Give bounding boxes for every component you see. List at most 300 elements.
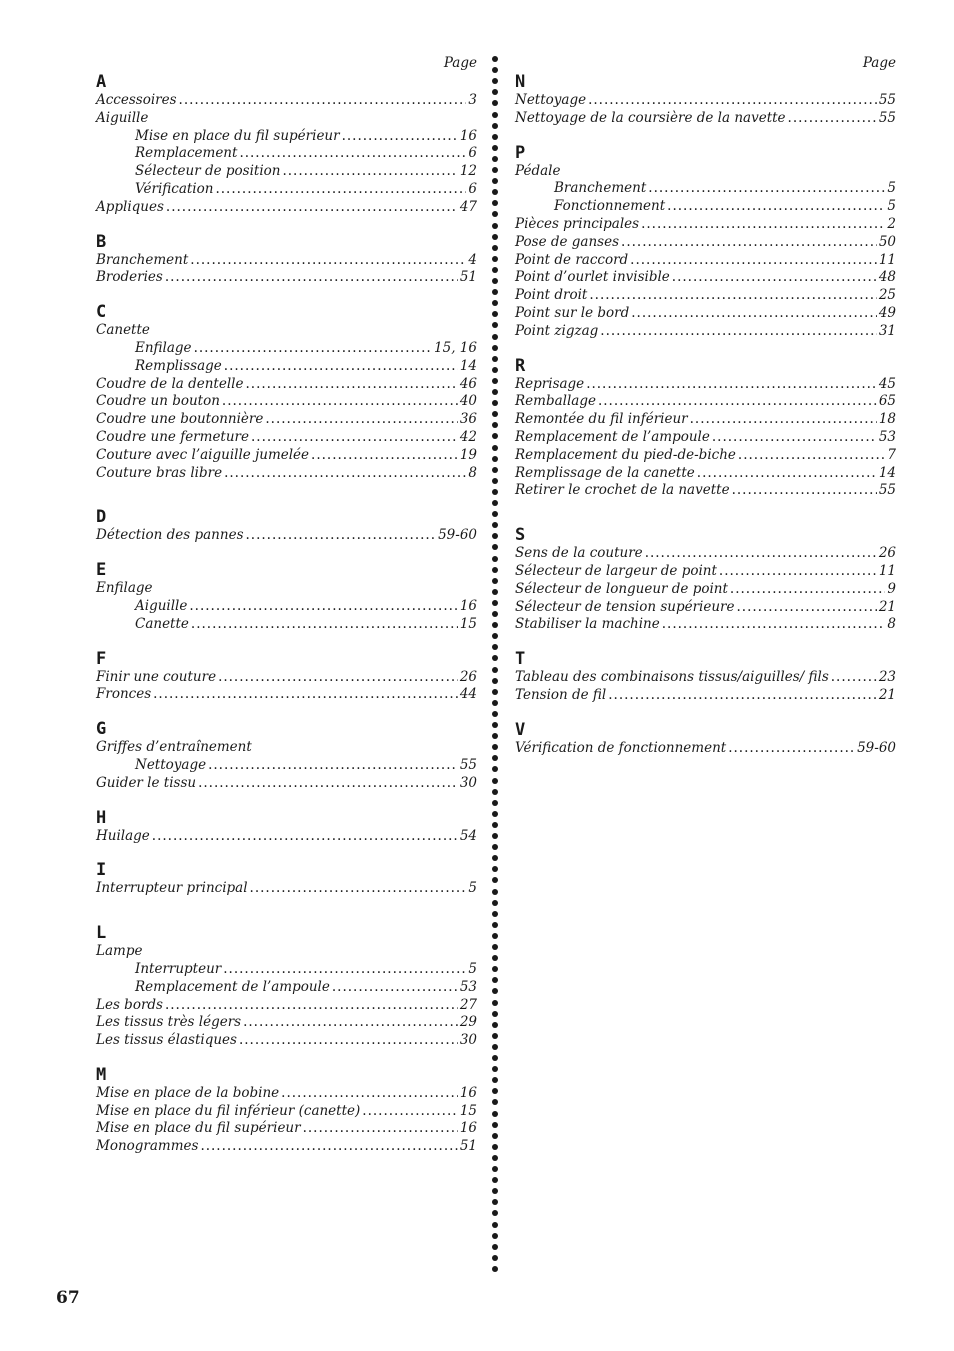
entry-page: 25 [878,287,896,304]
dot-leader [589,287,876,305]
entry-page: 14 [459,357,477,374]
divider-dot [492,411,498,417]
entry-page: 26 [459,668,477,685]
section-letter: R [515,355,526,376]
index-section [96,507,477,545]
section-letter: B [96,231,107,252]
entry-label: Sens de la couture [515,545,643,562]
dot-leader [224,465,466,483]
divider-dot [492,1122,498,1128]
divider-dot [492,944,498,950]
dot-leader [332,979,458,997]
index-entry [515,323,896,341]
entry-label: Sélecteur de longueur de point [515,580,728,597]
index-entry [515,163,896,181]
divider-dot [492,178,498,184]
divider-dot [492,1266,498,1272]
index-entry [515,305,896,323]
divider-dot [492,778,498,784]
index-section [96,860,477,898]
divider-dot [492,1244,498,1250]
divider-dot [492,866,498,872]
dot-leader [239,1032,458,1050]
dot-leader [630,252,877,270]
dot-leader [831,669,877,687]
dot-leader [712,429,877,447]
divider-dot [492,678,498,684]
entry-label: Mise en place du fil inférieur (canette) [96,1102,361,1119]
divider-dot [492,1111,498,1117]
entry-label: Monogrammes [96,1138,199,1155]
entry-label: Interrupteur principal [96,880,248,897]
divider-dot [492,345,498,351]
divider-dot [492,467,498,473]
dot-leader [719,563,877,581]
index-entry [96,1120,477,1138]
divider-dot [492,644,498,650]
dot-leader [672,269,877,287]
divider-dot [492,1233,498,1239]
entry-page: 9 [887,580,896,597]
divider-dot [492,167,498,173]
entry-page: 47 [459,198,477,215]
dot-leader [667,198,885,216]
divider-dot [492,1177,498,1183]
index-subentry [96,961,477,979]
divider-dot [492,844,498,850]
divider-dot [492,544,498,550]
index-entry [96,92,477,110]
dotted-divider [489,56,501,1286]
dot-leader [730,581,885,599]
entry-page: 49 [878,304,896,321]
entry-page: 21 [878,598,896,615]
index-section [96,923,477,1050]
divider-dot [492,522,498,528]
divider-dot [492,755,498,761]
entry-page: 59-60 [438,527,477,544]
entry-label: Vérification de fonctionnement [515,739,727,756]
dot-leader [153,686,458,704]
section-letter: M [96,1064,107,1085]
index-entry [515,545,896,563]
index-section [515,143,896,341]
dot-leader [690,411,877,429]
divider-dot [492,889,498,895]
divider-dot [492,112,498,118]
index-entry [515,252,896,270]
section-letter: E [96,560,107,581]
divider-dot [492,556,498,562]
divider-dot [492,533,498,539]
entry-label: Mise en place du fil supérieur [135,127,340,144]
divider-dot [492,722,498,728]
index-entry [515,465,896,483]
index-entry [96,1138,477,1156]
dot-leader [166,199,458,217]
divider-dot [492,478,498,484]
dot-leader [191,616,458,634]
dot-leader [265,411,457,429]
index-entry [515,393,896,411]
divider-dot [492,89,498,95]
entry-page: 5 [887,180,896,197]
entry-page: 30 [459,774,477,791]
entry-page: 6 [468,180,477,197]
entry-label: Remplacement [135,145,238,162]
dot-leader [208,757,458,775]
entry-label: Sélecteur de tension supérieure [515,598,735,615]
index-entry [96,411,477,429]
entry-page: 12 [459,163,477,180]
divider-dot [492,1055,498,1061]
entry-page: 54 [459,827,477,844]
divider-dot [492,1133,498,1139]
divider-dot [492,1222,498,1228]
divider-dot [492,955,498,961]
entry-page: 55 [878,92,896,108]
entry-page: 31 [878,322,896,339]
index-entry [96,739,477,757]
index-subentry [96,757,477,775]
divider-dot [492,766,498,772]
divider-dot [492,1088,498,1094]
section-letter: V [515,719,526,740]
index-subentry [96,340,477,358]
divider-dot [492,500,498,506]
entry-page: 36 [459,411,477,428]
index-subentry [515,198,896,216]
index-entry [96,110,477,128]
divider-dot [492,300,498,306]
divider-dot [492,822,498,828]
index-entry [515,447,896,465]
index-entry [96,1032,477,1050]
dot-leader [311,447,458,465]
dot-leader [250,880,467,898]
index-entry [515,411,896,429]
dot-leader [245,376,457,394]
dot-leader [697,465,877,483]
entry-page: 3 [468,92,477,108]
dot-leader [645,545,877,563]
divider-dot [492,1022,498,1028]
entry-label: Nettoyage [515,92,587,108]
entry-page: 27 [459,996,477,1013]
entry-label: Détection des pannes [96,527,244,544]
divider-dot [492,700,498,706]
dot-leader [194,340,432,358]
dot-leader [281,1085,458,1103]
entry-page: 2 [887,215,896,232]
entry-label: Remontée du fil inférieur [515,411,688,428]
divider-dot [492,633,498,639]
dot-leader [222,393,458,411]
divider-dot [492,511,498,517]
index-entry [96,465,477,483]
index-entry [515,92,896,110]
index-sections-right [515,72,896,758]
index-section [515,649,896,705]
entry-page: 50 [878,233,896,250]
section-letter: F [96,648,107,669]
index-entry [515,234,896,252]
divider-dot [492,234,498,240]
entry-page: 65 [878,393,896,410]
divider-dot [492,289,498,295]
entry-label: Les tissus élastiques [96,1032,237,1049]
divider-dot [492,256,498,262]
section-letter: H [96,807,107,828]
index-entry [96,322,477,340]
divider-dot [492,966,498,972]
entry-page: 55 [878,109,896,126]
entry-page: 23 [878,669,896,686]
dot-leader [246,527,437,545]
divider-dot [492,189,498,195]
index-section [96,719,477,792]
entry-page: 55 [878,482,896,499]
entry-label: Branchement [554,180,647,197]
section-letter: T [515,649,526,670]
divider-dot [492,622,498,628]
entry-page: 53 [878,428,896,445]
entry-label: Pose de ganses [515,233,620,250]
index-subentry [96,358,477,376]
index-entry [96,1014,477,1032]
entry-page: 5 [468,880,477,897]
divider-dot [492,322,498,328]
index-entry [96,447,477,465]
section-letter: D [96,507,107,528]
entry-label: Finir une couture [96,668,217,685]
divider-dot [492,988,498,994]
divider-dot [492,877,498,883]
divider-dot [492,123,498,129]
divider-dot [492,1099,498,1105]
dot-leader [243,1014,458,1032]
index-section [96,232,477,288]
section-letter: A [96,72,107,92]
dot-leader [738,447,886,465]
index-entry [96,199,477,217]
entry-page: 4 [468,251,477,268]
index-entry [515,216,896,234]
index-entry [515,376,896,394]
dot-leader [303,1120,458,1138]
divider-dot [492,1077,498,1083]
divider-dot [492,56,498,62]
divider-dot [492,145,498,151]
divider-dot [492,1199,498,1205]
dot-leader [608,687,877,705]
divider-dot [492,567,498,573]
dot-leader [648,180,885,198]
dot-leader [251,429,458,447]
divider-dot [492,422,498,428]
entry-label: Point sur le bord [515,304,630,321]
divider-dot [492,267,498,273]
divider-dot [492,1188,498,1194]
entry-label: Coudre de la dentelle [96,375,244,392]
entry-label: Pièces principales [515,215,640,232]
index-entry [515,616,896,634]
index-entry [515,581,896,599]
section-letter: I [96,860,107,881]
index-subentry [96,163,477,181]
entry-page: 8 [468,464,477,481]
dot-leader [586,376,877,394]
divider-dot [492,1000,498,1006]
entry-label: Remballage [515,393,596,410]
entry-label: Nettoyage [135,756,207,773]
entry-label: Enfilage [96,580,153,597]
divider-dot [492,245,498,251]
entry-page: 11 [878,251,896,268]
divider-dot [492,1066,498,1072]
entry-page: 53 [459,978,477,995]
index-subentry [96,181,477,199]
index-entry [96,269,477,287]
entry-label: Griffes d’entraînement [96,739,252,756]
index-entry [515,687,896,705]
entry-page: 16 [459,597,477,614]
entry-label: Aiguille [96,109,149,126]
entry-page: 14 [878,464,896,481]
index-section [515,356,896,501]
divider-dot [492,911,498,917]
index-entry [515,482,896,500]
entry-page: 16 [459,1120,477,1137]
dot-leader [662,616,886,634]
divider-dot [492,334,498,340]
section-letter: G [96,719,107,740]
entry-page: 51 [459,1138,477,1155]
index-section [96,649,477,705]
entry-page: 19 [459,446,477,463]
entry-label: Tableau des combinaisons tissus/aiguilles/ fils [515,669,829,686]
index-entry [96,997,477,1015]
entry-label: Canette [96,322,150,339]
page-column-label: Page [862,55,896,71]
entry-label: Coudre une boutonnière [96,411,264,428]
divider-dot [492,456,498,462]
entry-label: Couture avec l’aiguille jumelée [96,446,310,463]
index-section [96,808,477,846]
entry-label: Appliques [96,198,164,215]
entry-page: 18 [878,411,896,428]
entry-label: Reprisage [515,375,585,392]
section-letter: L [96,923,107,944]
section-letter: N [515,72,526,92]
dot-leader [600,323,877,341]
dot-leader [588,92,877,110]
dot-leader [732,482,877,500]
entry-label: Sélecteur de position [135,163,281,180]
index-section [96,560,477,633]
entry-page: 8 [887,616,896,633]
entry-label: Enfilage [135,339,192,356]
entry-label: Point droit [515,287,588,304]
entry-label: Broderies [96,269,163,286]
divider-dot [492,367,498,373]
dot-leader [641,216,885,234]
divider-dot [492,611,498,617]
dot-leader [362,1103,458,1121]
divider-dot [492,689,498,695]
divider-dot [492,211,498,217]
entry-page: 30 [459,1032,477,1049]
divider-dot [492,445,498,451]
section-letter: C [96,302,107,323]
divider-dot [492,833,498,839]
divider-dot [492,489,498,495]
entry-label: Guider le tissu [96,774,197,791]
page-number: 67 [56,1288,80,1308]
dot-leader [200,1138,457,1156]
divider-dot [492,311,498,317]
dot-leader [165,997,458,1015]
entry-label: Sélecteur de largeur de point [515,562,717,579]
divider-dot [492,1255,498,1261]
index-column-left [96,54,477,1171]
divider-dot [492,655,498,661]
entry-label: Mise en place de la bobine [96,1084,280,1101]
dot-leader [342,128,458,146]
dot-leader [165,269,458,287]
entry-label: Stabiliser la machine [515,616,660,633]
divider-dot [492,600,498,606]
dot-leader [198,775,458,793]
index-section [515,720,896,758]
index-section [96,72,477,217]
index-subentry [96,128,477,146]
divider-dot [492,789,498,795]
index-entry [96,376,477,394]
divider-dot [492,711,498,717]
entry-page: 55 [459,756,477,773]
entry-page: 11 [878,562,896,579]
entry-label: Lampe [96,943,143,960]
index-entry [96,393,477,411]
entry-page: 15, 16 [434,339,477,356]
index-entry [96,580,477,598]
dot-leader [224,358,458,376]
divider-dot [492,1033,498,1039]
dot-leader [737,599,877,617]
dot-leader [282,163,457,181]
index-entry [515,287,896,305]
entry-label: Remplacement du pied-de-biche [515,446,736,463]
entry-label: Point d’ourlet invisible [515,269,670,286]
entry-label: Remplacement de l’ampoule [515,428,710,445]
index-subentry [96,616,477,634]
entry-label: Branchement [96,251,189,268]
index-entry [96,686,477,704]
divider-dot [492,977,498,983]
index-subentry [96,598,477,616]
dot-leader [218,669,458,687]
entry-label: Canette [135,615,189,632]
divider-dot [492,156,498,162]
dot-leader [215,181,466,199]
entry-label: Remplacement de l’ampoule [135,978,330,995]
index-entry [515,740,896,758]
divider-dot [492,1144,498,1150]
divider-dot [492,1166,498,1172]
divider-dot [492,100,498,106]
index-subentry [515,180,896,198]
